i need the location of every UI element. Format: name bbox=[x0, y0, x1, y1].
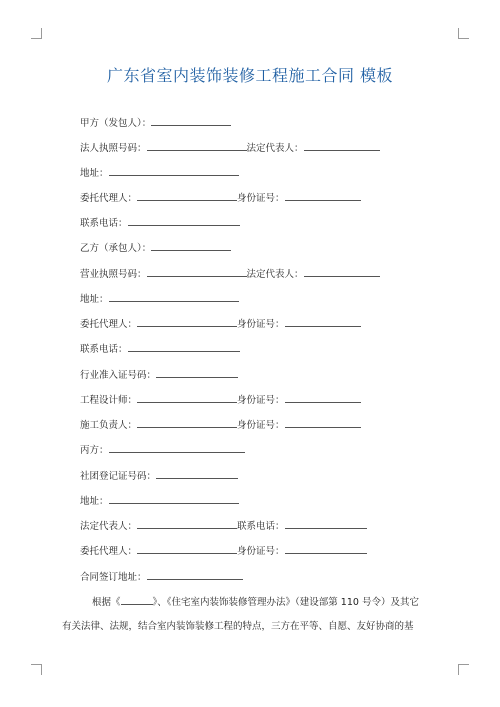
field-society-cert bbox=[80, 468, 238, 482]
field-label-2: 法定代表人： bbox=[246, 143, 304, 154]
field-address-b bbox=[80, 291, 239, 305]
field-legal-rep-c bbox=[80, 518, 367, 532]
blank-line[interactable] bbox=[109, 442, 245, 453]
blank-line[interactable] bbox=[285, 392, 361, 403]
document-title: 广东省室内装饰装修工程施工合同 模板 bbox=[106, 66, 394, 85]
field-label-2: 身份证号： bbox=[237, 319, 285, 330]
field-label-2: 身份证号： bbox=[237, 546, 285, 557]
blank-line[interactable] bbox=[285, 543, 367, 554]
blank-line[interactable] bbox=[137, 543, 237, 554]
body-paragraph-line-1 bbox=[92, 594, 419, 610]
field-label-2: 身份证号： bbox=[237, 193, 285, 204]
paragraph-text: 》、《住宅室内装饰装修管理办法》（建设部第 110 号令）及其它 bbox=[152, 597, 419, 608]
field-label: 法定代表人： bbox=[80, 521, 138, 532]
blank-line[interactable] bbox=[137, 316, 237, 327]
field-agent-a bbox=[80, 190, 361, 204]
field-label: 营业执照号码： bbox=[80, 269, 147, 280]
blank-line[interactable] bbox=[128, 341, 240, 352]
blank-line[interactable] bbox=[128, 215, 240, 226]
field-phone-a bbox=[80, 215, 240, 229]
blank-line[interactable] bbox=[137, 417, 237, 428]
blank-line[interactable] bbox=[137, 518, 237, 529]
blank-line[interactable] bbox=[147, 266, 247, 277]
field-label: 行业准入证号码： bbox=[80, 370, 157, 381]
blank-line[interactable] bbox=[285, 316, 361, 327]
crop-mark-top-left bbox=[31, 28, 42, 39]
field-label-2: 身份证号： bbox=[237, 420, 285, 431]
blank-line[interactable] bbox=[285, 190, 361, 201]
field-party-a bbox=[80, 115, 231, 129]
blank-line[interactable] bbox=[151, 240, 231, 251]
field-label-2: 法定代表人： bbox=[246, 269, 304, 280]
field-label: 丙方： bbox=[80, 445, 109, 456]
field-agent-b bbox=[80, 316, 361, 330]
field-construction-lead bbox=[80, 417, 361, 431]
blank-line[interactable] bbox=[151, 115, 231, 126]
field-label: 乙方（承包人）： bbox=[80, 243, 152, 254]
field-label: 法人执照号码： bbox=[80, 143, 147, 154]
blank-line[interactable] bbox=[137, 190, 237, 201]
field-label: 社团登记证号码： bbox=[80, 471, 157, 482]
field-designer bbox=[80, 392, 361, 406]
field-label-2: 身份证号： bbox=[237, 395, 285, 406]
crop-mark-bottom-right bbox=[458, 664, 469, 675]
field-label: 联系电话： bbox=[80, 344, 128, 355]
field-party-b bbox=[80, 240, 231, 254]
body-paragraph-line-2: 有关法律、法规，结合室内装饰装修工程的特点，三方在平等、自愿、友好协商的基 bbox=[62, 621, 414, 632]
field-label: 甲方（发包人）： bbox=[80, 118, 152, 129]
field-label: 施工负责人： bbox=[80, 420, 138, 431]
field-label: 联系电话： bbox=[80, 218, 128, 229]
field-contract-address bbox=[80, 569, 243, 583]
blank-line[interactable] bbox=[156, 367, 238, 378]
field-label: 委托代理人： bbox=[80, 546, 138, 557]
field-label: 地址： bbox=[80, 496, 109, 507]
field-business-license bbox=[80, 266, 380, 280]
field-label: 地址： bbox=[80, 168, 109, 179]
field-license-number bbox=[80, 140, 380, 154]
field-label: 合同签订地址： bbox=[80, 572, 147, 583]
field-party-c bbox=[80, 442, 245, 456]
blank-line[interactable] bbox=[109, 493, 239, 504]
field-label: 工程设计师： bbox=[80, 395, 138, 406]
blank-line[interactable] bbox=[285, 518, 367, 529]
blank-line[interactable] bbox=[304, 140, 380, 151]
field-label: 委托代理人： bbox=[80, 319, 138, 330]
blank-line[interactable] bbox=[109, 165, 239, 176]
field-label-2: 联系电话： bbox=[237, 521, 285, 532]
crop-mark-bottom-left bbox=[31, 664, 42, 675]
field-address-c bbox=[80, 493, 239, 507]
blank-line[interactable] bbox=[285, 417, 361, 428]
field-industry-cert bbox=[80, 367, 238, 381]
field-agent-c bbox=[80, 543, 367, 557]
field-label: 委托代理人： bbox=[80, 193, 138, 204]
field-address-a bbox=[80, 165, 239, 179]
blank-line[interactable] bbox=[121, 594, 153, 605]
field-label: 地址： bbox=[80, 294, 109, 305]
blank-line[interactable] bbox=[304, 266, 380, 277]
blank-line[interactable] bbox=[156, 468, 238, 479]
blank-line[interactable] bbox=[147, 140, 247, 151]
field-phone-b bbox=[80, 341, 240, 355]
blank-line[interactable] bbox=[147, 569, 243, 580]
blank-line[interactable] bbox=[109, 291, 239, 302]
blank-line[interactable] bbox=[137, 392, 237, 403]
paragraph-text: 根据《 bbox=[92, 597, 121, 608]
crop-mark-top-right bbox=[458, 28, 469, 39]
